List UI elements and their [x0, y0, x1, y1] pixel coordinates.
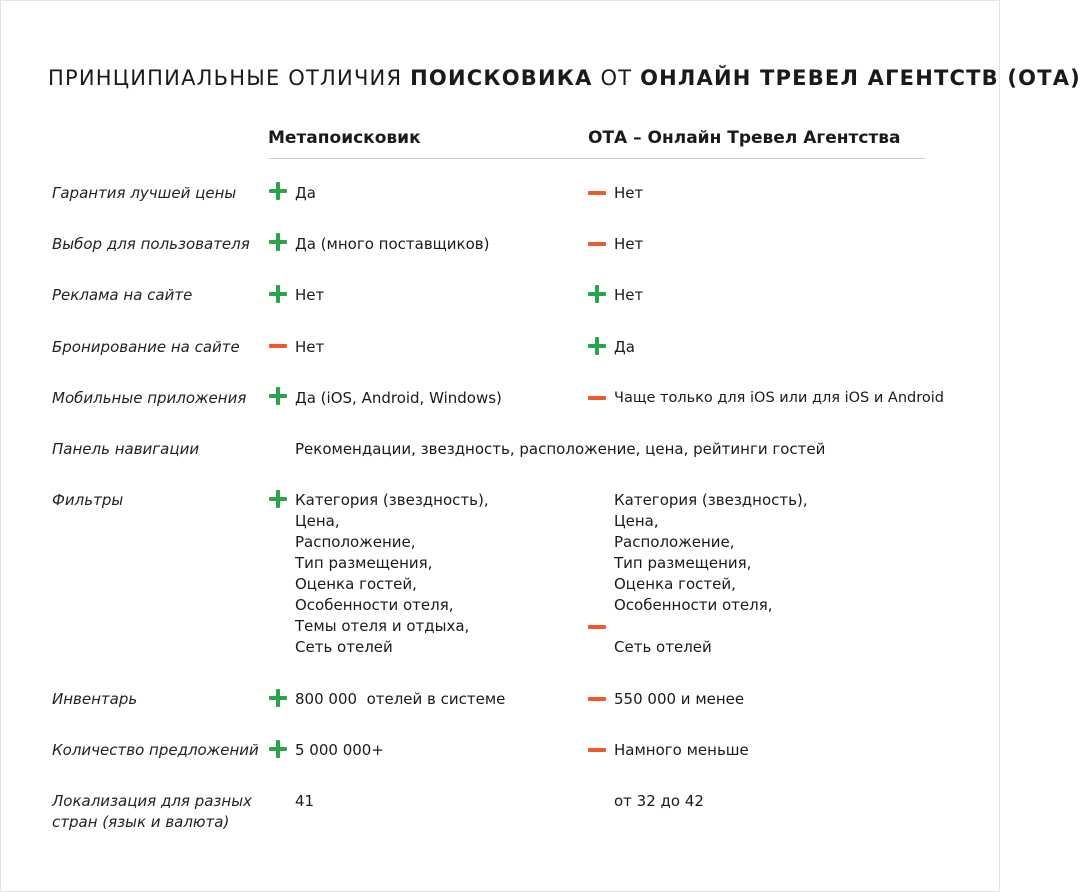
row-label: Панель навигации [52, 440, 200, 458]
plus-icon [269, 233, 287, 251]
ota-value: Намного меньше [614, 741, 749, 759]
ota-value: от 32 до 42 [614, 792, 704, 810]
meta-value: Нет [295, 286, 325, 304]
list-item: Категория (звездность), [614, 491, 808, 509]
minus-icon [588, 389, 606, 407]
title-part-2: ОТ [592, 66, 641, 90]
ota-value: 550 000 и менее [614, 690, 745, 708]
ota-value: Нет [614, 286, 644, 304]
meta-value: Да (iOS, Android, Windows) [295, 389, 502, 407]
minus-icon [588, 741, 606, 759]
title-bold-2: ОНЛАЙН ТРЕВЕЛ АГЕНТСТВ (ОТА) [640, 66, 1081, 90]
list-item: Тип размещения, [295, 554, 433, 572]
page-title [48, 66, 1081, 90]
list-item: Тип размещения, [614, 554, 752, 572]
list-item: Сеть отелей [295, 638, 393, 656]
minus-icon [588, 184, 606, 202]
column-header-meta: Метапоисковик [268, 128, 421, 148]
plus-icon [269, 689, 287, 707]
meta-value: 800 000 отелей в системе [295, 690, 506, 708]
title-part-1: ПРИНЦИПИАЛЬНЫЕ ОТЛИЧИЯ [48, 66, 411, 90]
row-label: Гарантия лучшей цены [52, 184, 237, 202]
list-item: Цена, [295, 512, 340, 530]
list-item: Категория (звездность), [295, 491, 489, 509]
plus-icon [269, 182, 287, 200]
list-item: Цена, [614, 512, 659, 530]
meta-value: Нет [295, 338, 325, 356]
plus-icon [588, 285, 606, 303]
list-item: Оценка гостей, [295, 575, 417, 593]
meta-value: Да [295, 184, 316, 202]
row-label: Выбор для пользователя [52, 235, 250, 253]
ota-value: Нет [614, 184, 644, 202]
row-label: Реклама на сайте [52, 286, 193, 304]
minus-icon [588, 690, 606, 708]
row-label-line: стран (язык и валюта) [52, 813, 230, 831]
row-label: Мобильные приложения [52, 389, 247, 407]
row-label: Фильтры [52, 491, 124, 509]
ota-value: Нет [614, 235, 644, 253]
row-label [52, 791, 252, 833]
list-item: Особенности отеля, [295, 596, 454, 614]
plus-icon [588, 337, 606, 355]
meta-value: 5 000 000+ [295, 741, 384, 759]
minus-icon [269, 337, 287, 355]
meta-filter-list [295, 490, 489, 658]
minus-icon [588, 235, 606, 253]
list-item [614, 616, 808, 637]
list-item: Сеть отелей [614, 638, 712, 656]
ota-value: Чаще только для iOS или для iOS и Android [614, 390, 944, 406]
title-bold-1: ПОИСКОВИКА [410, 66, 593, 90]
ota-value: Да [614, 338, 635, 356]
list-item: Оценка гостей, [614, 575, 736, 593]
header-divider [268, 158, 925, 159]
row-label: Инвентарь [52, 690, 138, 708]
plus-icon [269, 490, 287, 508]
meta-value: Да (много поставщиков) [295, 235, 490, 253]
shared-value: Рекомендации, звездность, расположение, цена, рейтинги гостей [295, 440, 826, 458]
ota-filter-list [614, 490, 808, 658]
plus-icon [269, 285, 287, 303]
row-label: Бронирование на сайте [52, 338, 240, 356]
list-item: Расположение, [614, 533, 735, 551]
column-header-ota: ОТА – Онлайн Тревел Агентства [588, 128, 901, 148]
minus-icon [588, 618, 606, 636]
plus-icon [269, 387, 287, 405]
plus-icon [269, 740, 287, 758]
list-item: Темы отеля и отдыха, [295, 617, 470, 635]
list-item: Расположение, [295, 533, 416, 551]
list-item: Особенности отеля, [614, 596, 773, 614]
row-label: Количество предложений [52, 741, 259, 759]
row-label-line: Локализация для разных [52, 792, 252, 810]
meta-value: 41 [295, 792, 315, 810]
